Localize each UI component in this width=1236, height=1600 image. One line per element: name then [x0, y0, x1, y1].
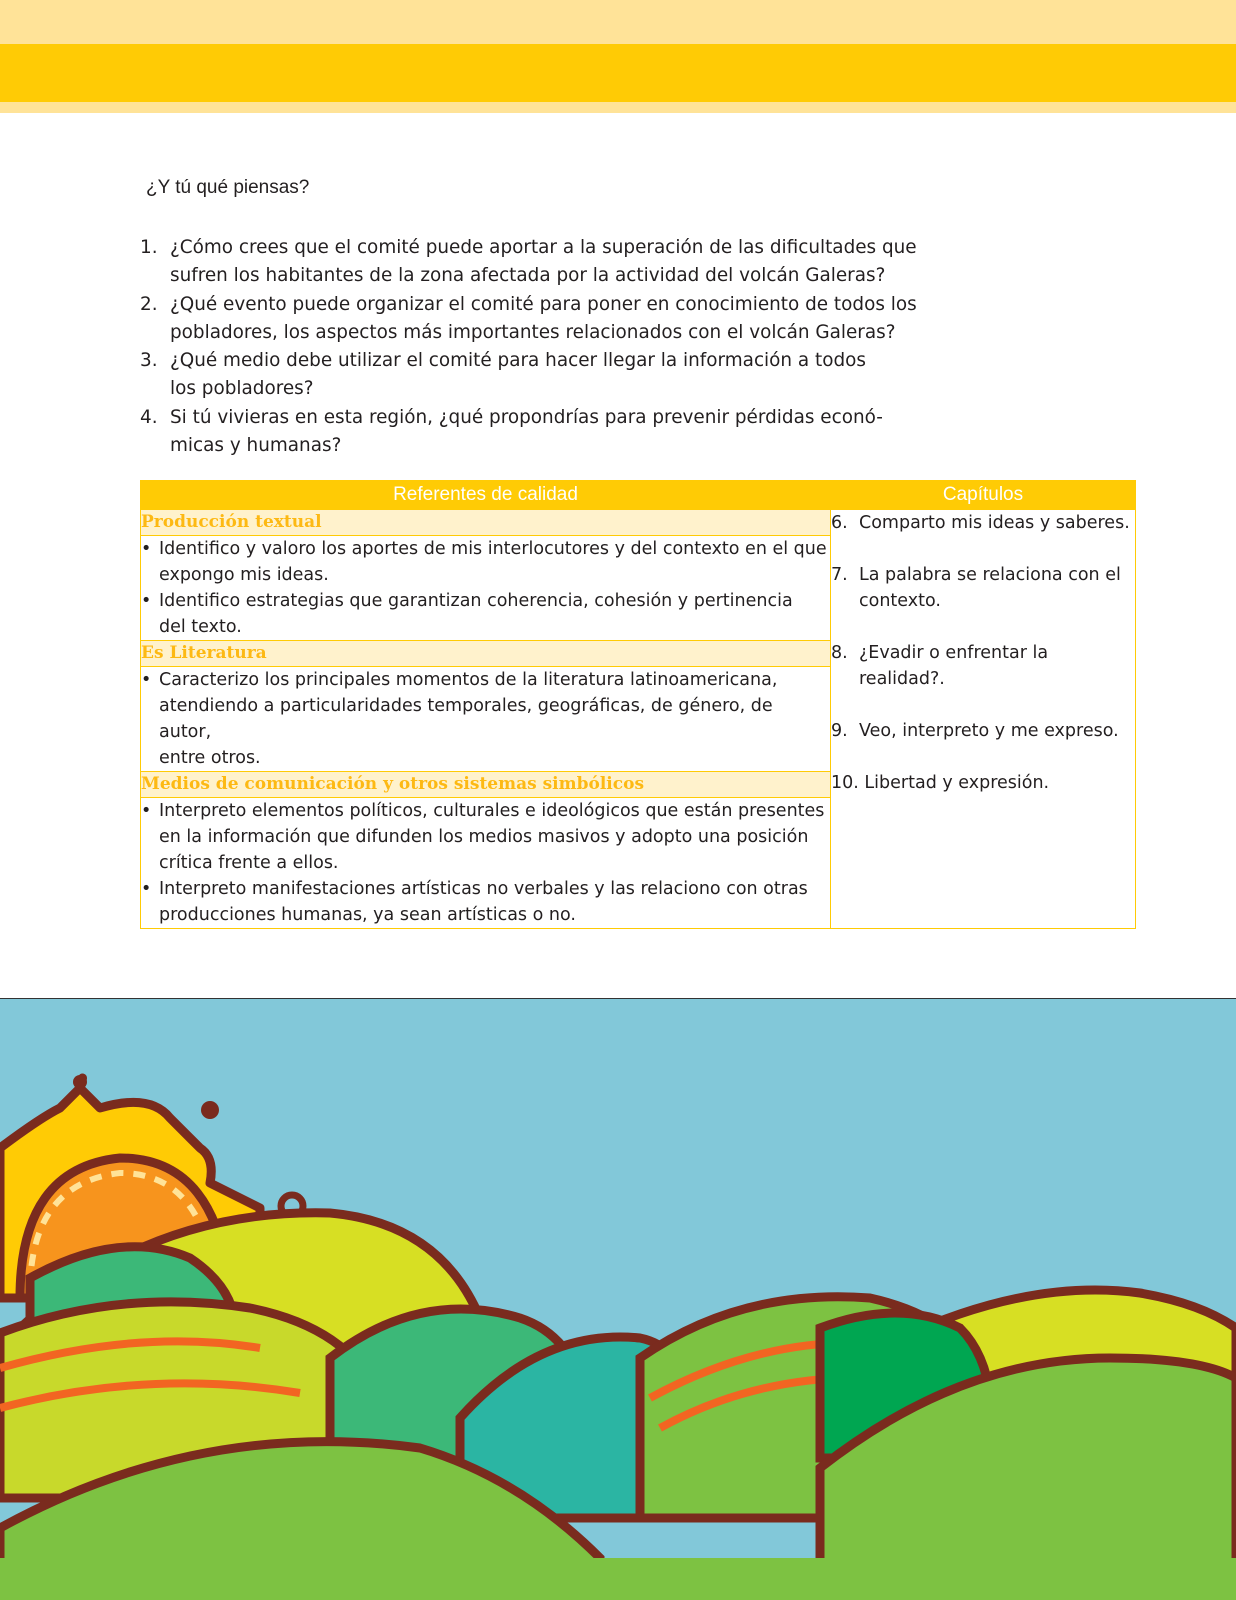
question-number: 3.	[140, 350, 158, 372]
question-line: los pobladores?	[170, 378, 314, 400]
chapter-title: ¿Evadir o enfrentar la	[859, 643, 1049, 663]
chapter-number: 8.	[831, 643, 848, 663]
chapter-title: realidad?.	[859, 669, 945, 689]
question-line: ¿Qué evento puede organizar el comité para poner en conocimiento de todos los	[170, 293, 917, 315]
question-number: 4.	[140, 406, 158, 428]
bullet-line: en la información que difunden los medios masivos y adopto una posición	[159, 827, 809, 847]
category-items-cell	[141, 536, 831, 641]
question-line: micas y humanas?	[170, 435, 342, 457]
question-list	[140, 234, 920, 460]
chapter-item	[831, 510, 1135, 536]
chapter-item	[831, 640, 1135, 692]
section-heading: ¿Y tú qué piensas?	[146, 177, 310, 198]
chapter-item	[831, 562, 1135, 614]
chapter-number: 9.	[831, 721, 848, 741]
chapter-title: Veo, interpreto y me expreso.	[859, 721, 1119, 741]
question-line: ¿Qué medio debe utilizar el comité para hacer llegar la información a todos	[170, 350, 866, 372]
landscape-illustration	[0, 998, 1236, 1600]
quality-references-table	[140, 480, 1136, 929]
chapter-number: 7.	[831, 565, 848, 585]
bullet-list	[141, 536, 830, 640]
question-line: sufren los habitantes de la zona afectada por la actividad del volcán Galeras?	[170, 265, 886, 287]
bullet-line: Caracterizo los principales momentos de la literatura latinoamericana,	[159, 670, 778, 690]
header-band-light-bottom	[0, 102, 1236, 113]
chapter-title: La palabra se relaciona con el	[859, 565, 1121, 585]
chapter-number: 10.	[831, 773, 859, 793]
chapters-cell	[831, 510, 1136, 929]
bullet-line: atendiendo a particularidades temporales, geográficas, de género, de autor,	[159, 696, 773, 742]
bullet-list	[141, 667, 830, 771]
bullet-line: entre otros.	[159, 748, 261, 768]
chapter-item	[831, 718, 1135, 744]
bullet-item	[141, 798, 830, 876]
header-capitulos: Capítulos	[831, 481, 1136, 510]
question-item	[140, 234, 920, 291]
chapter-list	[831, 510, 1135, 796]
bullet-line: Identifico estrategias que garantizan coherencia, cohesión y pertinencia	[159, 591, 793, 611]
question-number: 2.	[140, 293, 158, 315]
category-items-cell	[141, 667, 831, 772]
question-line: pobladores, los aspectos más importantes relacionados con el volcán Galeras?	[170, 321, 896, 343]
question-number: 1.	[140, 237, 158, 258]
bullet-line: del texto.	[159, 617, 242, 637]
bullet-line: Interpreto manifestaciones artísticas no verbales y las relaciono con otras	[159, 879, 808, 899]
category-medios-comunicacion: Medios de comunicación y otros sistemas simbólicos	[141, 772, 831, 798]
chapter-title: Libertad y expresión.	[864, 773, 1050, 793]
chapter-title: contexto.	[859, 591, 941, 611]
bullet-line: expongo mis ideas.	[159, 565, 329, 585]
category-es-literatura: Es Literatura	[141, 641, 831, 667]
bullet-line: producciones humanas, ya sean artísticas o no.	[159, 905, 576, 925]
chapter-number: 6.	[831, 513, 848, 533]
header-referentes: Referentes de calidad	[141, 481, 831, 510]
chapter-item	[831, 770, 1135, 796]
question-line: ¿Cómo crees que el comité puede aportar a la superación de las dificultades que	[170, 237, 917, 258]
bullet-line: crítica frente a ellos.	[159, 853, 339, 873]
bullet-item	[141, 667, 830, 771]
header-band-light	[0, 0, 1236, 44]
bullet-line: Interpreto elementos políticos, culturales e ideológicos que están presentes	[159, 801, 825, 821]
bullet-item	[141, 536, 830, 588]
question-line: Si tú vivieras en esta región, ¿qué propondrías para prevenir pérdidas econó-	[170, 406, 883, 428]
bullet-item	[141, 588, 830, 640]
bullet-line: Identifico y valoro los aportes de mis interlocutores y del contexto en el que	[159, 539, 827, 559]
question-item	[140, 347, 920, 404]
question-item	[140, 404, 920, 461]
question-item	[140, 291, 920, 348]
ground	[0, 1558, 1236, 1600]
bullet-list	[141, 798, 830, 928]
header-band-yellow	[0, 44, 1236, 102]
category-produccion-textual: Producción textual	[141, 510, 831, 536]
bullet-item	[141, 876, 830, 928]
chapter-title: Comparto mis ideas y saberes.	[859, 513, 1130, 533]
category-items-cell	[141, 798, 831, 929]
